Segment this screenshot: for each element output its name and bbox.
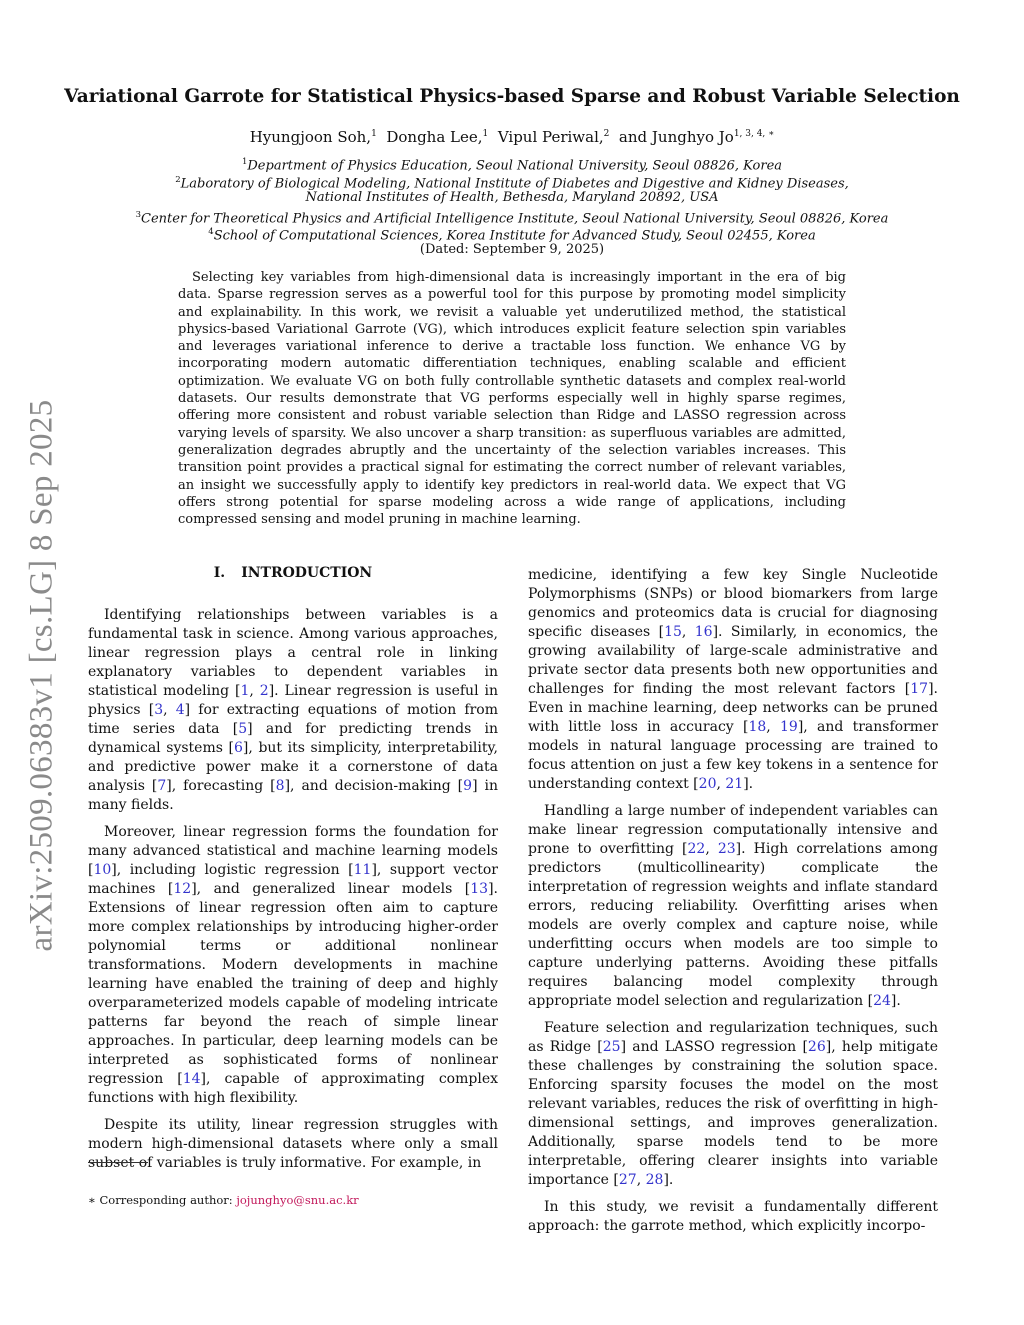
citation-link[interactable]: 25 (602, 1039, 621, 1055)
affiliation-text: Department of Physics Education, Seoul National University, Seoul 08826, Korea (247, 158, 783, 174)
footnote-divider (88, 1162, 148, 1163)
arxiv-id-text: arXiv:2509.06383v1 [cs.LG] 8 Sep 2025 (23, 399, 60, 951)
section-title: INTRODUCTION (241, 565, 373, 581)
citation-link[interactable]: 6 (234, 740, 243, 756)
footnote-marker: ∗ (88, 1193, 96, 1207)
citation-link[interactable]: 26 (807, 1039, 826, 1055)
affiliation-text: Laboratory of Biological Modeling, National Institute of Diabetes and Digestive and Kidney Diseases, (180, 176, 849, 192)
section-heading (88, 564, 498, 583)
citation-link[interactable]: 20 (698, 776, 717, 792)
body-paragraph: medicine, identifying a few key Single Nucleotide Polymorphisms (SNPs) or blood biomarkers from large genomics and proteomics data is crucial for diagnosing specific diseases [15, 16]. Similarly, in economics, the growing availability of large-scale administrative and private sector data presents both new opportunities and challenges for finding the most relevant factors [17]. Even in machine learning, deep networks can be pruned with little loss in accuracy [18, 19], and transformer models in natural language processing are trained to focus attention on just a few key tokens in a sentence for understanding context [20, 21]. (528, 567, 939, 792)
citation-link[interactable]: 13 (470, 881, 489, 897)
citation-link[interactable]: 22 (687, 841, 706, 857)
citation-link[interactable]: 19 (780, 719, 798, 735)
body-paragraph: In this study, we revisit a fundamentally different approach: the garrote method, which explicitly incorpo- (528, 1199, 938, 1234)
author-name: and Junghyo Jo (618, 128, 734, 146)
author-name: Dongha Lee, (386, 128, 483, 146)
citation-link[interactable]: 27 (618, 1172, 637, 1188)
body-paragraph: Handling a large number of independent variables can make linear regression computationally intensive and prone to overfitting [22, 23]. High correlations among predictors (multicollinearity) complicate the interpretation of regression weights and inflate standard errors, reducing reliability. Overfitting arises when models are overly complex and capture noise, while underfitting occurs when models are too simple to capture underlying patterns. Avoiding these pitfalls requires balancing model complexity through appropriate model selection and regularization [24]. (528, 803, 938, 1009)
affiliation-text: School of Computational Sciences, Korea Institute for Advanced Study, Seoul 02455, Korea (213, 228, 816, 244)
citation-link[interactable]: 28 (645, 1172, 664, 1188)
footnote (88, 1193, 359, 1207)
affiliation-text: Center for Theoretical Physics and Artificial Intelligence Institute, Seoul National University, Seoul 08826, Korea (141, 211, 889, 227)
citation-link[interactable]: 9 (463, 778, 473, 794)
citation-link[interactable]: 12 (173, 881, 192, 897)
author-name: Hyungjoon Soh, (249, 128, 372, 146)
affiliation-text: National Institutes of Health, Bethesda, Maryland 20892, USA (305, 190, 719, 205)
citation-link[interactable]: 21 (725, 776, 744, 792)
citation-link[interactable]: 1 (240, 683, 250, 699)
author-affil-sup: 2 (603, 129, 610, 139)
citation-link[interactable]: 8 (275, 778, 285, 794)
right-column-paragraphs (528, 566, 938, 1236)
affiliation-2-cont (0, 189, 1024, 207)
citation-link[interactable]: 7 (157, 778, 167, 794)
affiliation-sup: 3 (135, 210, 142, 220)
left-column-paragraphs (88, 606, 498, 1173)
author-list (0, 128, 1024, 146)
citation-link[interactable]: 18 (748, 719, 767, 735)
body-paragraph: Identifying relationships between variables is a fundamental task in science. Among various approaches, linear regression plays a central role in linking explanatory variables to dependent variables in statistical modeling [1, 2]. Linear regression is useful in physics [3, 4] for extracting equations of motion from time series data [5] and for predicting trends in dynamical systems [6], but its simplicity, interpretability, and predictive power make it a cornerstone of data analysis [7], forecasting [8], and decision-making [9] in many fields. (88, 607, 499, 813)
right-column (528, 566, 938, 1244)
affiliation-sup: 4 (208, 227, 214, 237)
citation-link[interactable]: 11 (353, 862, 372, 878)
citation-link[interactable]: 4 (175, 702, 185, 718)
author-affil-sup: 1, 3, 4, ∗ (733, 129, 775, 139)
citation-link[interactable]: 2 (259, 683, 269, 699)
citation-link[interactable]: 15 (664, 624, 682, 640)
dated-line: (Dated: September 9, 2025) (419, 242, 605, 257)
citation-link[interactable]: 16 (694, 624, 713, 640)
abstract: Selecting key variables from high-dimensional data is increasingly important in the era of big data. Sparse regression serves as a powerful tool for this purpose by promoting model simplicity and explainability. In this work, we revisit a valuable yet underutilized method, the statistical physics-based Variational Garrote (VG), which introduces explicit feature selection spin variables and leverages variational inference to derive a tractable loss function. We enhance VG by incorporating modern automatic differentiation techniques, enabling scalable and efficient optimization. We evaluate VG on both fully controllable synthetic datasets and complex real-world datasets. Our results demonstrate that VG performs especially well in highly sparse regimes, offering more consistent and robust variable selection than Ridge and LASSO regression across varying levels of sparsity. We also uncover a sharp transition: as superfluous variables are admitted, generalization degrades abruptly and the uncertainty of the selection variables increases. This transition point provides a practical signal for estimating the correct number of relevant variables, an insight we successfully apply to identify key predictors in real-world data. We expect that VG offers strong potential for sparse modeling across a wide range of applications, including compressed sensing and model pruning in machine learning. (178, 270, 846, 528)
affiliation-sup: 1 (241, 157, 248, 167)
author-affil-sup: 1 (482, 129, 489, 139)
citation-link[interactable]: 23 (717, 841, 736, 857)
citation-link[interactable]: 14 (182, 1071, 201, 1087)
body-paragraph: Despite its utility, linear regression struggles with modern high-dimensional datasets where only a small subset of variables is truly informative. For example, in (88, 1117, 498, 1171)
citation-link[interactable]: 10 (93, 862, 112, 878)
left-column (88, 564, 498, 1181)
corresponding-email-link[interactable]: jojunghyo@snu.ac.kr (236, 1193, 359, 1207)
citation-link[interactable]: 5 (238, 721, 248, 737)
section-number: I. (213, 565, 226, 581)
paper-title: Variational Garrote for Statistical Physics-based Sparse and Robust Variable Selection (64, 86, 960, 107)
arxiv-sidebar-stamp (22, 380, 62, 970)
citation-link[interactable]: 24 (873, 993, 891, 1009)
author-affil-sup: 1 (371, 129, 377, 139)
body-paragraph: Moreover, linear regression forms the foundation for many advanced statistical and machine learning models [10], including logistic regression [11], support vector machines [12], and generalized linear models [13]. Extensions of linear regression often aim to capture more complex relationships by introducing higher-order polynomial terms or additional nonlinear transformations. Modern developments in machine learning have enabled the training of deep and highly overparameterized models capable of modeling intricate patterns far beyond the reach of simple linear approaches. In particular, deep learning models can be interpreted as sophisticated forms of nonlinear regression [14], capable of approximating complex functions with high flexibility. (88, 824, 499, 1106)
affiliation-sup: 2 (175, 175, 181, 185)
footnote-label: Corresponding author: (99, 1193, 233, 1207)
author-name: Vipul Periwal, (497, 128, 604, 146)
citation-link[interactable]: 17 (910, 681, 929, 697)
body-paragraph: Feature selection and regularization techniques, such as Ridge [25] and LASSO regression [26], help mitigate these challenges by constraining the solution space. Enforcing sparsity focuses the model on the most relevant variables, reduces the risk of overfitting in high-dimensional settings, and improves generalization. Additionally, sparse models tend to be more interpretable, offering clearer insights into variable importance [27, 28]. (528, 1020, 938, 1188)
citation-link[interactable]: 3 (154, 702, 164, 718)
